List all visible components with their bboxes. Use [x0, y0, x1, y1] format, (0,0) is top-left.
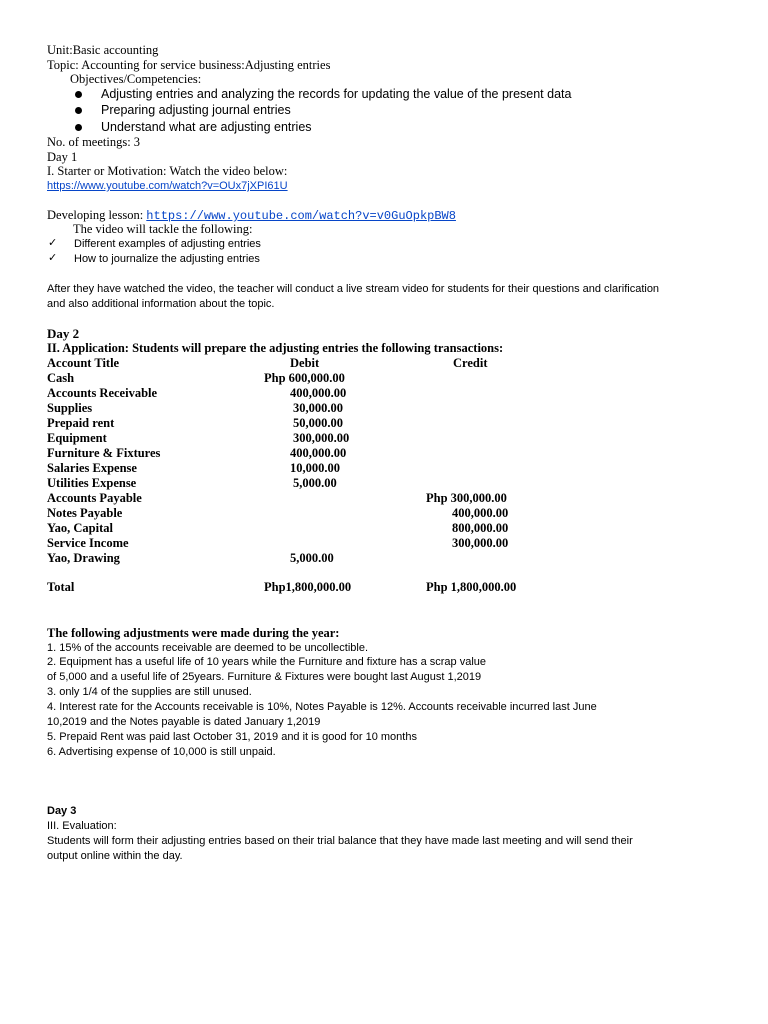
application-heading: II. Application: Students will prepare the adjusting entries the following transactions: — [47, 341, 504, 355]
table-row-title: Cash — [47, 371, 75, 385]
evaluation-heading: III. Evaluation: — [47, 820, 117, 832]
adjustment-item: 5. Prepaid Rent was paid last October 31, 2019 and it is good for 10 months — [47, 731, 417, 743]
adjustment-item: 6. Advertising expense of 10,000 is still unpaid. — [47, 746, 276, 758]
topic-item: Different examples of adjusting entries — [74, 238, 261, 250]
col-header-debit: Debit — [290, 356, 320, 370]
bullet-icon — [75, 107, 82, 114]
table-row-debit: 50,000.00 — [293, 416, 343, 430]
table-row-title: Notes Payable — [47, 506, 123, 520]
objectives-heading: Objectives/Competencies: — [70, 72, 202, 86]
objective-item: Preparing adjusting journal entries — [101, 103, 291, 117]
table-row-debit: 300,000.00 — [293, 431, 350, 445]
meetings-count: No. of meetings: 3 — [47, 135, 141, 149]
starter-heading: I. Starter or Motivation: Watch the video below: — [47, 164, 288, 178]
unit-title: Unit:Basic accounting — [47, 43, 159, 57]
adjustment-item: 4. Interest rate for the Accounts receivable is 10%, Notes Payable is 12%. Accounts receivable incurred last June — [47, 701, 597, 713]
table-row-debit: 5,000.00 — [293, 476, 337, 490]
day1-label: Day 1 — [47, 150, 78, 164]
table-row-title: Service Income — [47, 536, 129, 550]
objective-item: Understand what are adjusting entries — [101, 120, 312, 134]
table-row-debit: Php 600,000.00 — [264, 371, 345, 385]
video-link[interactable] — [47, 179, 288, 194]
tackle-text: The video will tackle the following: — [73, 222, 253, 236]
adjustments-heading: The following adjustments were made during the year: — [47, 626, 340, 640]
adjustment-item: 2. Equipment has a useful life of 10 years while the Furniture and fixture has a scrap value — [47, 656, 487, 668]
col-header-credit: Credit — [453, 356, 488, 370]
table-row-title: Utilities Expense — [47, 476, 137, 490]
after-text-line2: and also additional information about the topic. — [47, 298, 275, 310]
table-row-title: Equipment — [47, 431, 107, 445]
table-row-title: Prepaid rent — [47, 416, 115, 430]
table-row-credit: 300,000.00 — [452, 536, 509, 550]
objective-item: Adjusting entries and analyzing the records for updating the value of the present data — [101, 87, 572, 101]
table-row-debit: 30,000.00 — [293, 401, 343, 415]
total-credit: Php 1,800,000.00 — [426, 580, 517, 594]
table-row-credit: 800,000.00 — [452, 521, 509, 535]
table-row-debit: 10,000.00 — [290, 461, 340, 475]
table-row-title: Yao, Capital — [47, 521, 113, 535]
table-row-credit: 400,000.00 — [452, 506, 509, 520]
day3-label: Day 3 — [47, 805, 77, 817]
table-row-debit: 5,000.00 — [290, 551, 334, 565]
table-row-debit: 400,000.00 — [290, 386, 347, 400]
evaluation-line2: output online within the day. — [47, 850, 183, 862]
topic-title: Topic: Accounting for service business:Adjusting entries — [47, 58, 331, 72]
table-row-title: Furniture & Fixtures — [47, 446, 161, 460]
checkmark-icon: ✓ — [48, 236, 58, 249]
bullet-icon — [75, 124, 82, 131]
table-row-title: Salaries Expense — [47, 461, 137, 475]
checkmark-icon: ✓ — [48, 251, 58, 264]
bullet-icon — [75, 91, 82, 98]
after-text-line1: After they have watched the video, the teacher will conduct a live stream video for students for their questions and clarification — [47, 283, 660, 295]
video-link-text[interactable]: https://www.youtube.com/watch?v=OUx7jXPI61U — [47, 180, 288, 192]
topic-item: How to journalize the adjusting entries — [74, 253, 260, 265]
developing-link[interactable]: https://www.youtube.com/watch?v=v0GuOpkpBW8 — [146, 209, 456, 223]
adjustment-item: 1. 15% of the accounts receivable are deemed to be uncollectible. — [47, 642, 369, 654]
col-header-account: Account Title — [47, 356, 120, 370]
table-row-title: Accounts Receivable — [47, 386, 158, 400]
developing-label: Developing lesson: — [47, 208, 147, 222]
adjustment-item: of 5,000 and a useful life of 25years. Furniture & Fixtures were bought last August 1,2019 — [47, 671, 482, 683]
total-label: Total — [47, 580, 75, 594]
table-row-title: Accounts Payable — [47, 491, 142, 505]
table-row-title: Supplies — [47, 401, 93, 415]
table-row-title: Yao, Drawing — [47, 551, 120, 565]
table-row-debit: 400,000.00 — [290, 446, 347, 460]
evaluation-line1: Students will form their adjusting entries based on their trial balance that they have made last meeting and will send their — [47, 835, 633, 847]
day2-label: Day 2 — [47, 326, 80, 341]
adjustment-item: 3. only 1/4 of the supplies are still unused. — [47, 686, 252, 698]
table-row-credit: Php 300,000.00 — [426, 491, 507, 505]
total-debit: Php1,800,000.00 — [264, 580, 352, 594]
adjustment-item: 10,2019 and the Notes payable is dated January 1,2019 — [47, 716, 321, 728]
